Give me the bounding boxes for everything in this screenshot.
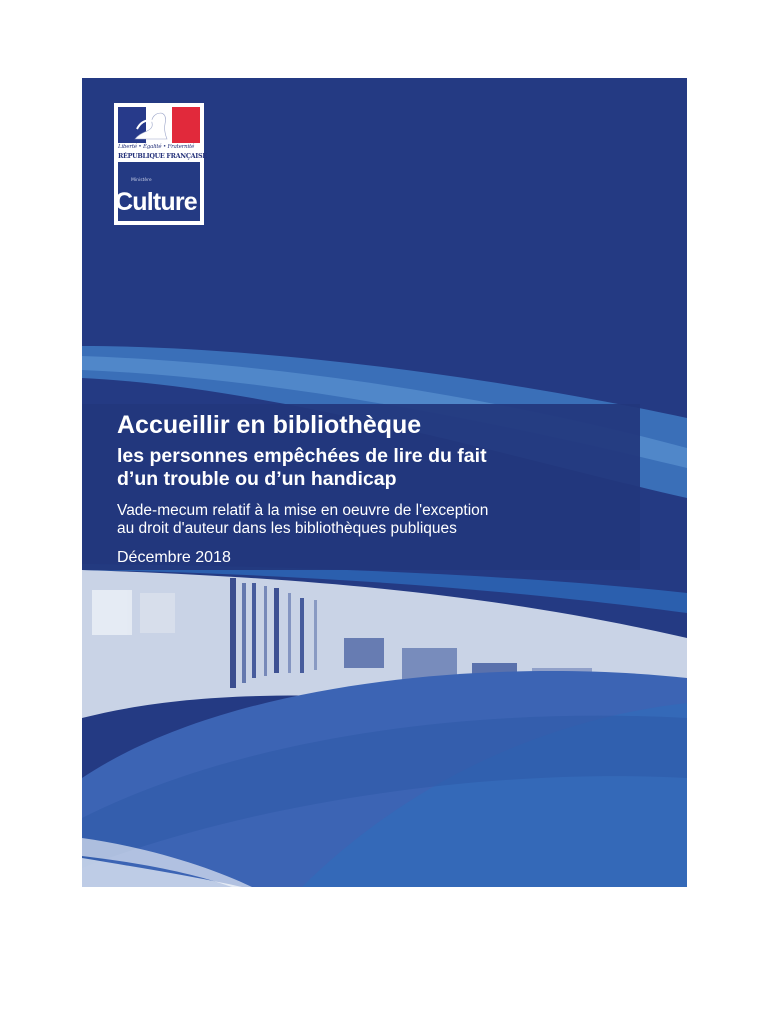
document-description-line-2: au droit d'auteur dans les bibliothèques publiques bbox=[117, 520, 457, 537]
marianne-icon bbox=[131, 109, 177, 141]
ministry-label: Ministère bbox=[131, 178, 152, 183]
republique-francaise-logo bbox=[114, 103, 207, 225]
ministry-block bbox=[115, 162, 200, 221]
document-subtitle-line-2: d’un trouble ou d’un handicap bbox=[117, 468, 397, 490]
ministry-name: Culture bbox=[115, 188, 197, 216]
document-cover bbox=[82, 78, 687, 887]
republic-name: RÉPUBLIQUE FRANÇAISE bbox=[118, 152, 207, 160]
republic-motto: Liberté • Égalité • Fraternité bbox=[118, 144, 195, 150]
document-title: Accueillir en bibliothèque bbox=[117, 411, 422, 439]
publication-date: Décembre 2018 bbox=[117, 549, 231, 566]
document-subtitle-line-1: les personnes empêchées de lire du fait bbox=[117, 445, 487, 467]
title-panel bbox=[82, 404, 640, 570]
document-description-line-1: Vade-mecum relatif à la mise en oeuvre de l'exception bbox=[117, 502, 489, 519]
